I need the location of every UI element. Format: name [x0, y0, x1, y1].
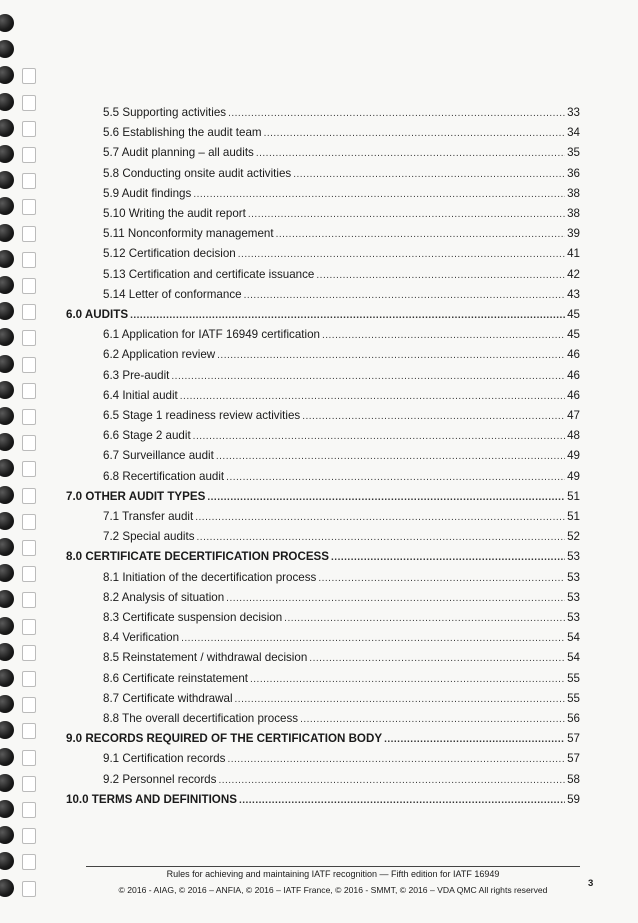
toc-entry-page: 39 [567, 227, 580, 241]
toc-subsection-entry[interactable] [103, 426, 580, 446]
toc-entry-label: 5.8 Conducting onsite audit activities [103, 166, 292, 180]
toc-entry-page: 45 [567, 328, 580, 342]
toc-entry-page: 46 [567, 368, 580, 382]
toc-dot-leader [218, 771, 565, 791]
toc-dot-leader [276, 225, 566, 245]
toc-subsection-entry[interactable] [103, 669, 580, 689]
toc-subsection-entry[interactable] [103, 325, 580, 345]
toc-section-entry[interactable] [66, 487, 580, 507]
toc-dot-leader [316, 266, 565, 286]
toc-dot-leader [318, 569, 565, 589]
toc-dot-leader [302, 407, 565, 427]
toc-dot-leader [180, 387, 565, 407]
toc-entry-page: 42 [567, 267, 580, 281]
toc-entry-label: 6.6 Stage 2 audit [103, 429, 191, 443]
toc-entry-label: 5.6 Establishing the audit team [103, 126, 262, 140]
toc-subsection-entry[interactable] [103, 709, 580, 729]
toc-entry-label: 5.10 Writing the audit report [103, 207, 246, 220]
toc-entry-page: 47 [567, 409, 580, 422]
toc-dot-leader [207, 488, 565, 508]
toc-entry-label: 6.3 Pre-audit [103, 368, 170, 382]
toc-subsection-entry[interactable] [103, 244, 580, 264]
toc-entry-page: 34 [567, 126, 580, 140]
toc-dot-leader [284, 609, 565, 629]
toc-entry-label: 6.1 Application for IATF 16949 certification [103, 328, 320, 342]
toc-entry-label: 5.5 Supporting activities [103, 106, 227, 119]
toc-subsection-entry[interactable] [103, 345, 580, 365]
toc-entry-label: 9.2 Personnel records [103, 772, 217, 786]
toc-entry-page: 49 [567, 469, 580, 483]
toc-subsection-entry[interactable] [103, 527, 580, 547]
toc-entry-label: 8.7 Certificate withdrawal [103, 691, 233, 705]
toc-dot-leader [193, 185, 565, 205]
toc-entry-label: 7.1 Transfer audit [103, 510, 194, 523]
toc-subsection-entry[interactable] [103, 770, 580, 790]
toc-entry-page: 58 [567, 772, 580, 786]
toc-dot-leader [217, 346, 565, 366]
footer-divider [86, 866, 580, 867]
toc-dot-leader [250, 670, 565, 690]
toc-subsection-entry[interactable] [103, 648, 580, 668]
toc-entry-page: 55 [567, 671, 580, 685]
toc-entry-page: 51 [567, 510, 580, 523]
toc-entry-label: 8.8 The overall decertification process [103, 712, 299, 725]
toc-dot-leader [226, 589, 565, 609]
toc-entry-label: 6.0 AUDITS [66, 308, 129, 321]
toc-entry-label: 7.0 OTHER AUDIT TYPES [66, 489, 206, 503]
toc-subsection-entry[interactable] [103, 164, 580, 184]
toc-entry-page: 54 [567, 631, 580, 645]
toc-dot-leader [228, 104, 565, 124]
toc-entry-page: 53 [567, 611, 580, 624]
toc-entry-page: 46 [567, 388, 580, 402]
toc-entry-label: 8.1 Initiation of the decertification process [103, 570, 317, 584]
toc-entry-page: 51 [567, 489, 580, 503]
toc-entry-page: 55 [567, 691, 580, 705]
toc-entry-page: 43 [567, 287, 580, 301]
toc-subsection-entry[interactable] [103, 406, 580, 426]
toc-subsection-entry[interactable] [103, 588, 580, 608]
toc-entry-label: 8.6 Certificate reinstatement [103, 671, 248, 685]
toc-dot-leader [300, 710, 565, 730]
toc-dot-leader [130, 306, 565, 326]
toc-entry-page: 33 [567, 106, 580, 119]
toc-subsection-entry[interactable] [103, 285, 580, 305]
toc-entry-label: 6.7 Surveillance audit [103, 449, 214, 463]
toc-entry-label: 8.4 Verification [103, 631, 180, 645]
toc-entry-page: 52 [567, 530, 580, 544]
toc-entry-label: 5.14 Letter of conformance [103, 287, 242, 301]
toc-subsection-entry[interactable] [103, 224, 580, 244]
toc-subsection-entry[interactable] [103, 507, 580, 527]
toc-dot-leader [331, 548, 565, 568]
toc-entry-page: 36 [567, 166, 580, 180]
toc-entry-label: 9.0 RECORDS REQUIRED OF THE CERTIFICATION BODY [66, 732, 383, 746]
toc-dot-leader [227, 750, 565, 770]
toc-dot-leader [256, 144, 565, 164]
toc-entry-page: 53 [567, 590, 580, 604]
toc-entry-label: 8.2 Analysis of situation [103, 590, 225, 604]
toc-entry-page: 59 [567, 792, 580, 806]
toc-subsection-entry[interactable] [103, 265, 580, 285]
toc-entry-label: 6.4 Initial audit [103, 388, 178, 402]
toc-entry-label: 9.1 Certification records [103, 752, 226, 766]
toc-dot-leader [193, 427, 565, 447]
toc-entry-label: 5.13 Certification and certificate issuance [103, 267, 315, 281]
toc-subsection-entry[interactable] [103, 366, 580, 386]
toc-dot-leader [309, 649, 565, 669]
footer-copyright: © 2016 - AIAG, © 2016 – ANFIA, © 2016 – IATF France, © 2016 - SMMT, © 2016 – VDA QMC All rights reserved [118, 885, 548, 895]
toc-subsection-entry[interactable] [103, 446, 580, 466]
toc-entry-label: 5.12 Certification decision [103, 247, 236, 261]
toc-entry-page: 56 [567, 712, 580, 725]
toc-dot-leader [181, 629, 565, 649]
toc-section-entry[interactable] [66, 547, 580, 567]
toc-entry-label: 6.8 Recertification audit [103, 469, 225, 483]
toc-dot-leader [293, 165, 565, 185]
toc-subsection-entry[interactable] [103, 689, 580, 709]
toc-subsection-entry[interactable] [103, 568, 580, 588]
toc-entry-page: 46 [567, 348, 580, 362]
toc-dot-leader [226, 468, 565, 488]
toc-subsection-entry[interactable] [103, 467, 580, 487]
toc-entry-label: 6.5 Stage 1 readiness review activities [103, 409, 301, 422]
toc-subsection-entry[interactable] [103, 749, 580, 769]
toc-dot-leader [239, 791, 565, 811]
toc-entry-page: 41 [567, 247, 580, 261]
toc-entry-label: 8.0 CERTIFICATE DECERTIFICATION PROCESS [66, 550, 330, 564]
toc-subsection-entry[interactable] [103, 184, 580, 204]
toc-dot-leader [195, 508, 565, 528]
toc-section-entry[interactable] [66, 790, 580, 810]
toc-subsection-entry[interactable] [103, 386, 580, 406]
toc-dot-leader [264, 124, 566, 144]
toc-subsection-entry[interactable] [103, 628, 580, 648]
footer-title: Rules for achieving and maintaining IATF recognition — Fifth edition for IATF 16949 [166, 869, 500, 879]
toc-entry-label: 5.9 Audit findings [103, 186, 192, 200]
toc-section-entry[interactable] [66, 305, 580, 325]
toc-entry-label: 5.7 Audit planning – all audits [103, 146, 254, 160]
toc-entry-page: 38 [567, 207, 580, 220]
toc-entry-label: 10.0 TERMS AND DEFINITIONS [66, 792, 237, 806]
toc-entry-page: 53 [567, 550, 580, 564]
toc-section-entry[interactable] [66, 729, 580, 749]
toc-entry-page: 35 [567, 146, 580, 160]
toc-dot-leader [322, 326, 565, 346]
toc-entry-label: 7.2 Special audits [103, 530, 195, 544]
toc-entry-label: 8.3 Certificate suspension decision [103, 611, 283, 624]
toc-entry-page: 53 [567, 570, 580, 584]
toc-entry-page: 45 [567, 308, 580, 321]
toc-entry-label: 5.11 Nonconformity management [103, 227, 274, 241]
toc-dot-leader [244, 286, 566, 306]
toc-entry-label: 8.5 Reinstatement / withdrawal decision [103, 651, 308, 665]
toc-dot-leader [238, 245, 565, 265]
toc-subsection-entry[interactable] [103, 143, 580, 163]
toc-dot-leader [197, 528, 566, 548]
toc-subsection-entry[interactable] [103, 103, 580, 123]
toc-dot-leader [235, 690, 566, 710]
toc-subsection-entry[interactable] [103, 608, 580, 628]
toc-dot-leader [171, 367, 565, 387]
toc-entry-page: 38 [567, 186, 580, 200]
toc-entry-label: 6.2 Application review [103, 348, 216, 362]
toc-dot-leader [248, 205, 565, 225]
toc-entry-page: 48 [567, 429, 580, 443]
toc-dot-leader [384, 730, 565, 750]
page-number: 3 [588, 878, 594, 889]
toc-entry-page: 54 [567, 651, 580, 665]
toc-entry-page: 57 [567, 752, 580, 766]
toc-entry-page: 57 [567, 732, 580, 746]
toc-entry-page: 49 [567, 449, 580, 463]
toc-dot-leader [216, 447, 565, 467]
toc-subsection-entry[interactable] [103, 204, 580, 224]
toc-subsection-entry[interactable] [103, 123, 580, 143]
